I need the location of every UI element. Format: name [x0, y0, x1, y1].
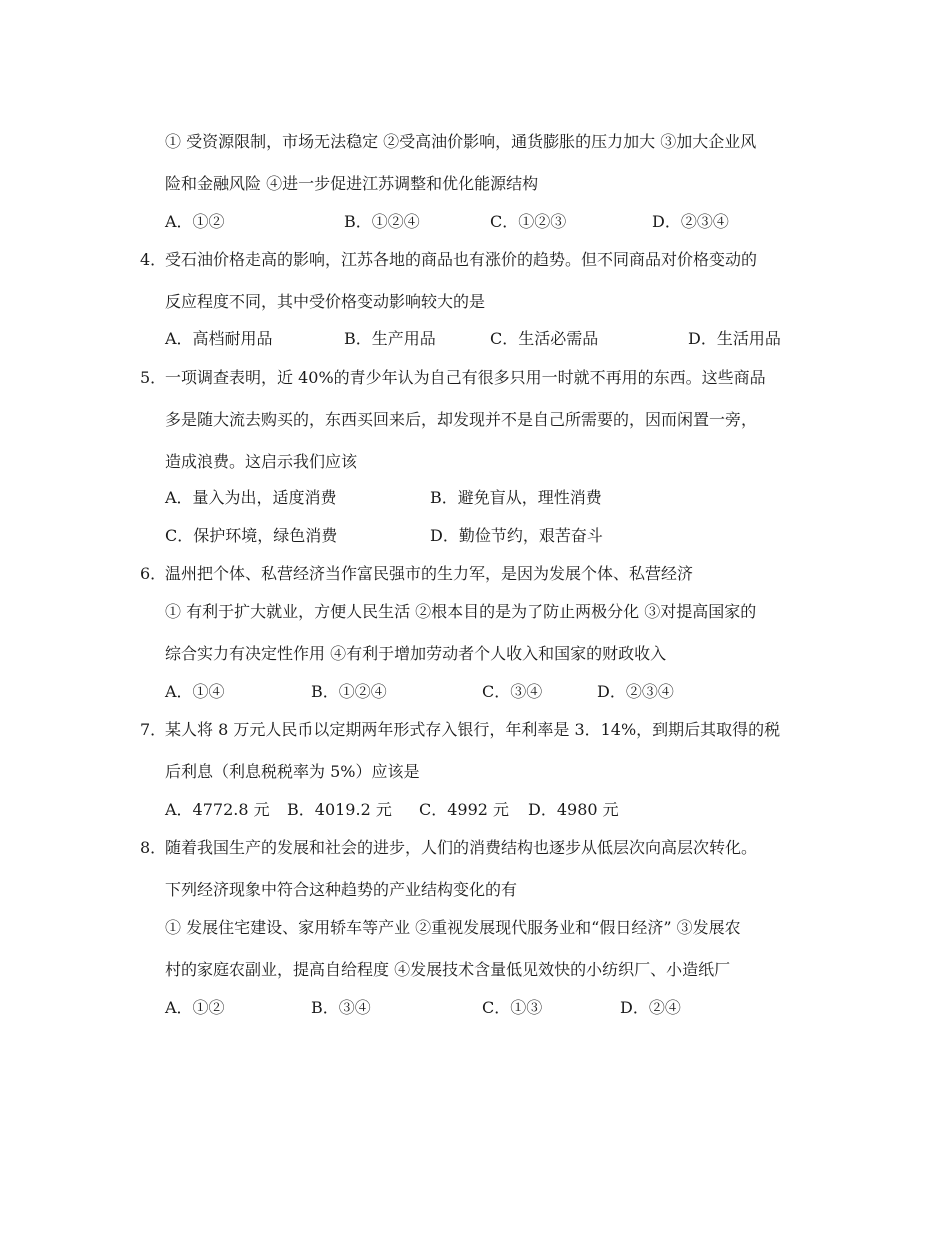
q6-stem-line-3: 综合实力有决定性作用 ④有利于增加劳动者个人收入和国家的财政收入 [165, 644, 667, 663]
q4-stem-line-1: 受石油价格走高的影响，江苏各地的商品也有涨价的趋势。但不同商品对价格变动的 [165, 250, 758, 269]
q8-stem-line-1: 随着我国生产的发展和社会的进步，人们的消费结构也逐步从低层次向高层次转化。 [165, 838, 758, 857]
q5-option-a: A．量入为出，适度消费 [165, 488, 337, 507]
q8-option-d: D．②④ [620, 998, 681, 1017]
q5-option-c: C．保护环境，绿色消费 [165, 526, 338, 545]
q6-option-d: D．②③④ [597, 682, 674, 701]
q4-number: 4． [140, 250, 167, 269]
q5-stem-line-2: 多是随大流去购买的，东西买回来后，却发现并不是自己所需要的，因而闲置一旁， [165, 410, 758, 429]
q6-stem-line-2: ① 有利于扩大就业，方便人民生活 ②根本目的是为了防止两极分化 ③对提高国家的 [165, 602, 757, 621]
q6-option-c: C．③④ [482, 682, 543, 701]
q5-number: 5． [140, 368, 167, 387]
q7-option-d: D．4980 元 [528, 800, 619, 819]
q7-option-b: B．4019.2 元 [287, 800, 392, 819]
q7-stem-line-2: 后利息（利息税税率为 5%）应该是 [165, 762, 420, 781]
q4-option-c: C．生活必需品 [490, 329, 599, 348]
q5-option-b: B．避免盲从，理性消费 [430, 488, 602, 507]
q5-stem-line-3: 造成浪费。这启示我们应该 [165, 452, 358, 471]
q3-option-c: C．①②③ [490, 212, 567, 231]
q8-stem-line-3: ① 发展住宅建设、家用轿车等产业 ②重视发展现代服务业和“假日经济” ③发展农 [165, 918, 741, 937]
q4-option-d: D．生活用品 [688, 329, 781, 348]
q3-stem-line-1: ① 受资源限制，市场无法稳定 ②受高油价影响，通货膨胀的压力加大 ③加大企业风 [165, 132, 757, 151]
q8-option-b: B．③④ [311, 998, 371, 1017]
q6-option-b: B．①②④ [311, 682, 387, 701]
q3-option-a: A．①② [165, 212, 225, 231]
q7-option-a: A．4772.8 元 [165, 800, 270, 819]
q8-number: 8． [140, 838, 167, 857]
q5-stem-line-1: 一项调查表明，近 40%的青少年认为自己有很多只用一时就不再用的东西。这些商品 [165, 368, 766, 387]
q8-stem-line-4: 村的家庭农副业，提高自给程度 ④发展技术含量低见效快的小纺织厂、小造纸厂 [165, 960, 731, 979]
q3-option-d: D．②③④ [652, 212, 729, 231]
q4-stem-line-2: 反应程度不同，其中受价格变动影响较大的是 [165, 292, 486, 311]
q3-option-b: B．①②④ [344, 212, 420, 231]
q8-option-a: A．①② [165, 998, 225, 1017]
q6-option-a: A．①④ [165, 682, 225, 701]
q7-stem-line-1: 某人将 8 万元人民币以定期两年形式存入银行，年利率是 3．14%，到期后其取得的税 [165, 720, 781, 739]
q8-option-c: C．①③ [482, 998, 543, 1017]
q5-option-d: D．勤俭节约，艰苦奋斗 [430, 526, 603, 545]
q4-option-b: B．生产用品 [344, 329, 436, 348]
q6-stem-line-1: 温州把个体、私营经济当作富民强市的生力军，是因为发展个体、私营经济 [165, 564, 694, 583]
q4-option-a: A．高档耐用品 [165, 329, 273, 348]
q6-number: 6． [140, 564, 167, 583]
q7-number: 7． [140, 720, 167, 739]
q7-option-c: C．4992 元 [419, 800, 510, 819]
q8-stem-line-2: 下列经济现象中符合这种趋势的产业结构变化的有 [165, 880, 518, 899]
q3-stem-line-2: 险和金融风险 ④进一步促进江苏调整和优化能源结构 [165, 174, 539, 193]
